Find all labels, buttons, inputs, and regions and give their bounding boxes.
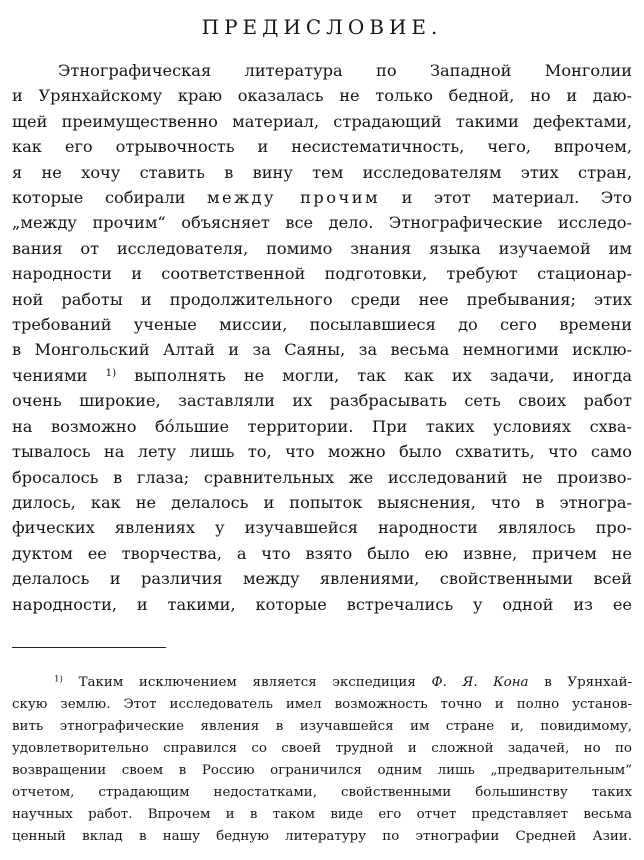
text-fragment: в Урянхай- — [544, 675, 633, 690]
text-fragment: которые собирали — [12, 188, 207, 208]
footnote-line: возвращении своем в Россию ограничился одним лишь „предварительным“ — [12, 763, 632, 778]
text-line: щей преимущественно материал, страдающий такими дефектами, — [12, 111, 632, 131]
text-line: дилось, как не делалось и попыток выяснения, что в этногра- — [12, 492, 632, 512]
footnote-reference: 1) — [105, 366, 117, 379]
text-line: очень широкие, заставляли их разбрасывать сеть своих работ — [12, 391, 632, 411]
text-line: ной работы и продолжительного среди нее пребывания; этих — [12, 289, 632, 309]
text-line: народности и соответственной подготовки, требуют стационар- — [12, 264, 632, 284]
text-line: „между прочим“ объясняет все дело. Этнографические исследо- — [12, 213, 632, 233]
text-line: требований ученые миссии, посылавшиеся до сего времени — [12, 315, 632, 335]
footnote-line: скую землю. Этот исследователь имел возможность точно и полно установ- — [12, 697, 632, 712]
text-line: делалось и различия между явлениями, свойственными всей — [12, 569, 632, 589]
text-line: Этнографическая литература по Западной Монголии — [58, 61, 632, 80]
text-line: тывалось на лету лишь то, что можно было схватить, что само — [12, 442, 632, 462]
author-name: Ф. Я. Кона — [431, 675, 529, 690]
footnote-line: ценный вклад в нашу бедную литературу по этнографии Средней Азии. — [12, 829, 632, 844]
text-line: на возможно бо́льшие территории. При таких условиях схва- — [12, 416, 632, 436]
footnote-mark: 1) — [54, 674, 63, 685]
text-fragment: чениями — [12, 365, 88, 385]
preface-body — [12, 58, 632, 617]
text-line — [12, 185, 632, 210]
footnote-divider — [12, 647, 166, 648]
footnote — [12, 672, 632, 848]
text-line: бросалось в глаза; сравнительных же исследований не произво- — [12, 467, 632, 487]
text-line: вания от исследователя, помимо знания языка изучаемой им — [12, 238, 632, 258]
text-line: фических явлениях у изучавшейся народности являлось про- — [12, 518, 632, 538]
text-fragment: Таким исключением является экспедиция — [78, 675, 416, 690]
page-title: ПРЕДИСЛОВИЕ. — [201, 15, 443, 39]
spaced-phrase: между прочим — [206, 188, 381, 208]
text-line: как его отрывочность и несистематичность, чего, впрочем, — [12, 137, 632, 157]
text-line: дуктом ее творчества, а что взято было ею извне, причем не — [12, 543, 632, 563]
footnote-line: научных работ. Впрочем и в таком виде его отчет представляет весьма — [12, 807, 632, 822]
text-line: и Урянхайскому краю оказалась не только бедной, но и даю- — [12, 86, 632, 106]
footnote-line — [12, 672, 632, 694]
footnote-line: отчетом, страдающим недостатками, свойственными большинству таких — [12, 785, 632, 800]
text-line: я не хочу ставить в вину тем исследователям этих стран, — [12, 162, 632, 182]
text-fragment: и этот материал. Это — [380, 188, 632, 208]
text-fragment: выполнять не могли, так как их задачи, иногда — [134, 365, 632, 385]
text-line: народности, и такими, которые встречались у одной из ее — [12, 594, 632, 614]
footnote-line: вить этнографические явления в изучавшейся им стране и, повидимому, — [12, 719, 632, 734]
text-line: в Монгольский Алтай и за Саяны, за весьма немногими исклю- — [12, 340, 632, 360]
footnote-line: удовлетворительно справился со своей трудной и сложной задачей, но по — [12, 741, 632, 756]
text-line — [12, 363, 632, 388]
